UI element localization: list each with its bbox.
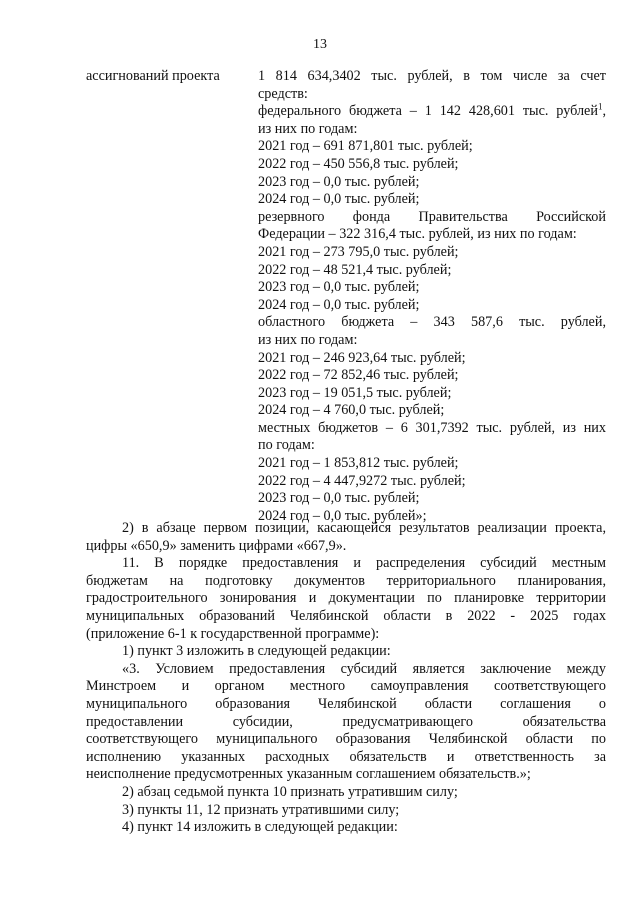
- federal-budget-line: [258, 103, 606, 121]
- paragraph-line: 2) в абзаце первом позиции, касающейся результатов реализации проекта,: [122, 520, 606, 536]
- local-budget-line-2: по годам:: [258, 437, 315, 454]
- paragraph-line: 2) абзац седьмой пункта 10 признать утратившим силу;: [122, 783, 458, 800]
- local-year-line: 2021 год – 1 853,812 тыс. рублей;: [258, 455, 459, 472]
- federal-year-line: 2023 год – 0,0 тыс. рублей;: [258, 173, 420, 190]
- total-amount-line-2: средств:: [258, 85, 308, 102]
- regional-year-line: 2023 год – 19 051,5 тыс. рублей;: [258, 384, 452, 401]
- reserve-year-line: 2022 год – 48 521,4 тыс. рублей;: [258, 261, 452, 278]
- reserve-year-line: 2021 год – 273 795,0 тыс. рублей;: [258, 243, 459, 260]
- total-amount-line: 1 814 634,3402 тыс. рублей, в том числе за счет: [258, 68, 606, 84]
- table-label-column: [86, 68, 246, 86]
- local-budget-line: местных бюджетов – 6 301,7392 тыс. рублей, из них: [258, 419, 606, 436]
- reserve-year-line: 2023 год – 0,0 тыс. рублей;: [258, 279, 420, 296]
- federal-year-line: 2021 год – 691 871,801 тыс. рублей;: [258, 138, 473, 155]
- paragraph-line: (приложение 6-1 к государственной программе):: [86, 625, 380, 642]
- paragraph-line: 11. В порядке предоставления и распределения субсидий местным: [122, 555, 606, 572]
- paragraph-line: соответствующего муниципального образования Челябинской области по: [86, 731, 606, 748]
- paragraph-line: градостроительного зонирования и документации по планировке территории: [86, 590, 606, 607]
- table-value-column: [258, 68, 606, 525]
- federal-budget-comma: ,: [602, 103, 606, 120]
- regional-budget-line-2: из них по годам:: [258, 331, 358, 348]
- reserve-year-line: 2024 год – 0,0 тыс. рублей;: [258, 296, 420, 313]
- local-year-line: 2023 год – 0,0 тыс. рублей;: [258, 490, 420, 507]
- federal-footnote-mark: 1: [597, 101, 603, 112]
- regional-year-line: 2022 год – 72 852,46 тыс. рублей;: [258, 367, 459, 384]
- regional-year-line: 2024 год – 4 760,0 тыс. рублей;: [258, 402, 445, 419]
- local-year-line: 2022 год – 4 447,9272 тыс. рублей;: [258, 472, 466, 489]
- paragraph-line: неисполнение предусмотренных указанным соглашением обязательств.»;: [86, 766, 531, 783]
- federal-budget-line-2: из них по годам:: [258, 120, 358, 137]
- paragraph-line: предоставлении субсидии, предусматривающего обязательства: [86, 713, 606, 730]
- federal-year-line: 2024 год – 0,0 тыс. рублей;: [258, 191, 420, 208]
- federal-budget-text: федерального бюджета – 1 142 428,601 тыс. рублей: [258, 103, 598, 120]
- paragraph-line: 4) пункт 14 изложить в следующей редакции:: [122, 819, 398, 836]
- paragraph-line: 3) пункты 11, 12 признать утратившими силу;: [122, 801, 400, 818]
- paragraph-line: бюджетам на подготовку документов территориального планирования,: [86, 572, 606, 589]
- page-number: 13: [313, 37, 327, 52]
- paragraph-line: исполнению указанных расходных обязательств и ответственность за: [86, 748, 606, 765]
- paragraph-line: Минстроем и органом местного самоуправления соответствующего: [86, 678, 606, 695]
- regional-budget-line: областного бюджета – 343 587,6 тыс. рублей,: [258, 314, 606, 331]
- reserve-fund-line-2: Федерации – 322 316,4 тыс. рублей, из них по годам:: [258, 226, 577, 243]
- federal-year-line: 2022 год – 450 556,8 тыс. рублей;: [258, 155, 459, 172]
- paragraph-line: муниципального образования Челябинской области соглашения о: [86, 695, 606, 712]
- paragraph-line: цифры «650,9» заменить цифрами «667,9».: [86, 537, 347, 554]
- local-year-line: 2024 год – 0,0 тыс. рублей»;: [258, 507, 427, 524]
- body-text: [86, 520, 606, 837]
- paragraph-line: 1) пункт 3 изложить в следующей редакции:: [122, 643, 391, 660]
- table-label: ассигнований проекта: [86, 68, 220, 84]
- paragraph-line: муниципальных образований Челябинской области в 2022 - 2025 годах: [86, 607, 606, 624]
- paragraph-line: «3. Условием предоставления субсидий является заключение между: [122, 660, 606, 677]
- regional-year-line: 2021 год – 246 923,64 тыс. рублей;: [258, 349, 466, 366]
- reserve-fund-line: резервного фонда Правительства Российской: [258, 208, 606, 225]
